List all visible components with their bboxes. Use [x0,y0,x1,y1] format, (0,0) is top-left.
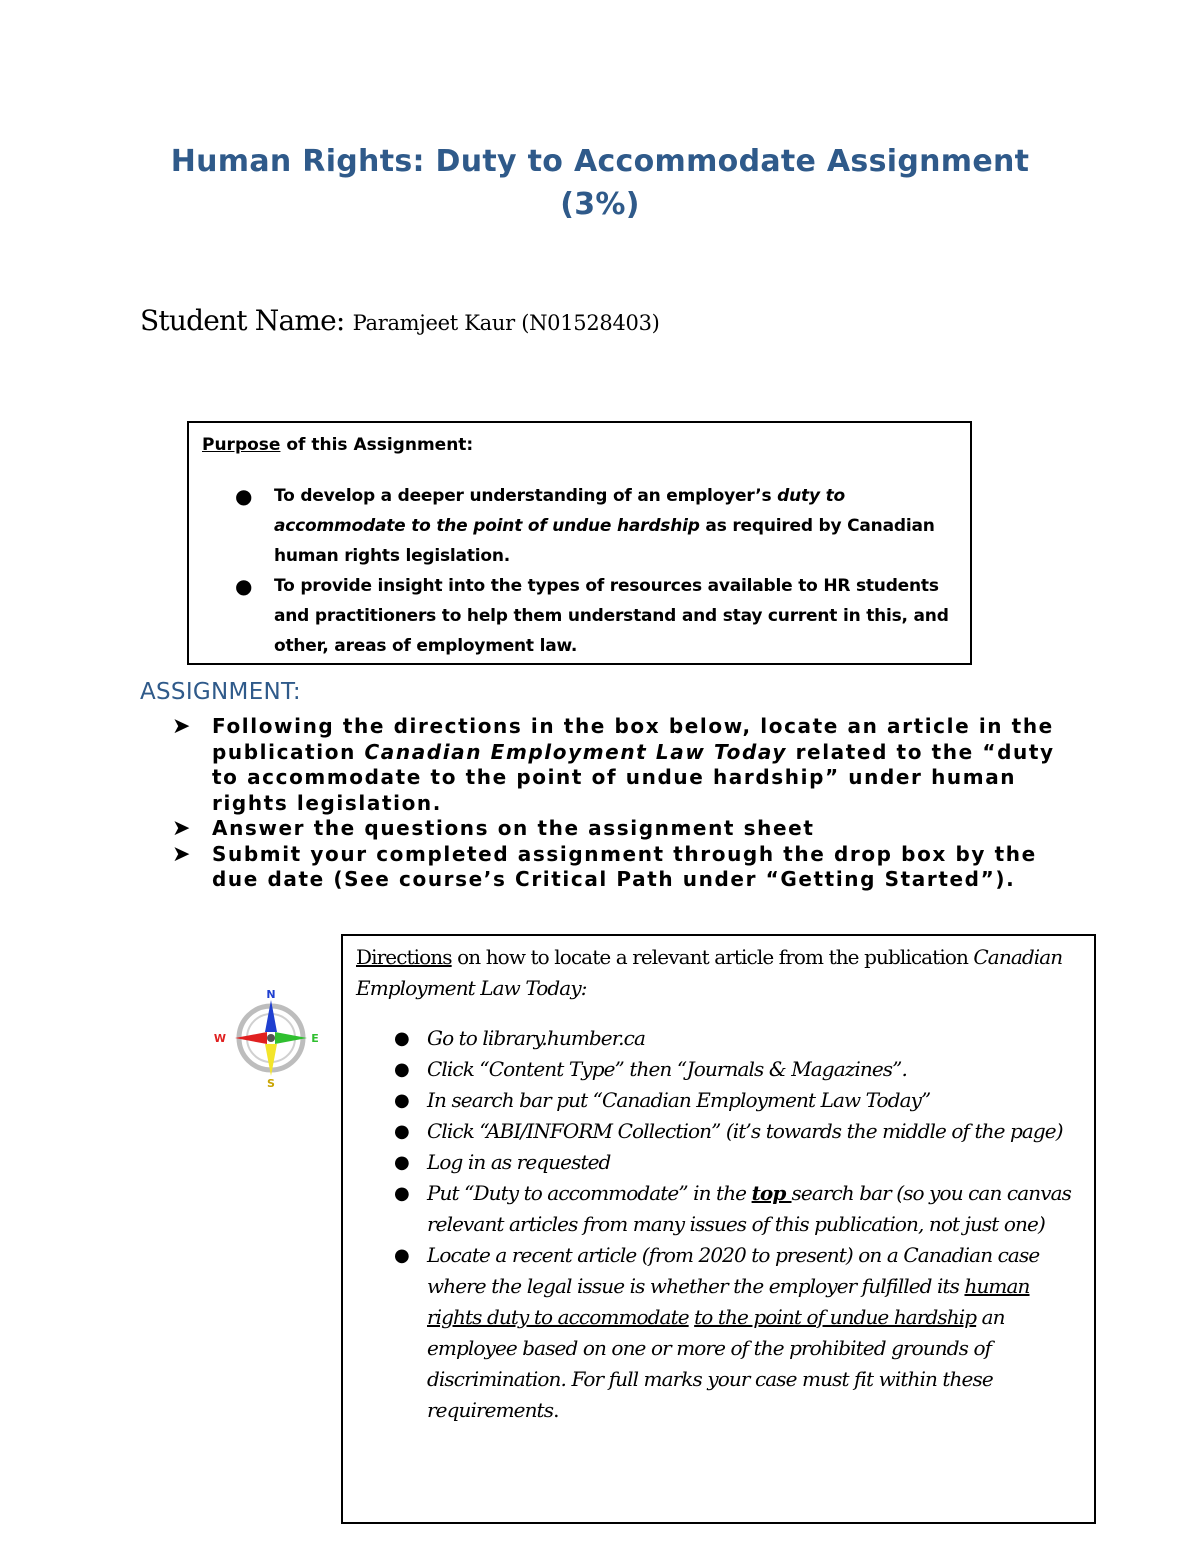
directions-heading-underlined: Directions [356,945,452,969]
compass-icon [211,988,321,1088]
directions-item-text: Go to library.humber.ca [427,1026,645,1050]
bullet-icon: ● [235,484,253,508]
directions-item-end: . [553,1398,559,1422]
purpose-item-italic: duty to accommodate to the point of undue hardship [274,486,845,536]
student-name [140,304,660,337]
bullet-icon: ● [394,1183,409,1204]
compass-n-label: N [266,988,276,1001]
purpose-list [202,481,950,661]
assignment-item-text: related to the “duty to accommodate to the point of undue hardship” under human rights legislation. [212,739,1055,815]
arrow-bullet-icon: ➤ [172,841,191,867]
directions-list [356,1023,1078,1426]
assignment-list [172,714,1072,893]
title-line-1: Human Rights: Duty to Accommodate Assignment [170,144,1030,179]
assignment-heading: ASSIGNMENT: [140,679,301,705]
assignment-item [172,714,1072,816]
directions-item [356,1178,1078,1240]
purpose-item [202,481,950,571]
directions-item-text: Put “Duty to accommodate” in the [427,1181,752,1205]
purpose-box [187,421,972,665]
compass-w-label: W [213,1032,227,1045]
page-title [0,140,1200,226]
purpose-item-text: To provide insight into the types of resources available to HR students and practitioners to help them understand and stay current in this, and other, areas of employment law. [274,576,949,656]
bullet-icon: ● [235,574,253,598]
purpose-item-text: as required by Canadian human rights legislation. [274,516,935,566]
arrow-bullet-icon: ➤ [172,714,191,739]
directions-heading [356,942,1078,1004]
arrow-bullet-icon: ➤ [172,816,191,841]
directions-item-text: Log in as requested [427,1150,611,1174]
directions-item [356,1240,1078,1426]
directions-item-underlined: to the point of undue hardship [694,1305,977,1329]
directions-item-text: Click “ABI/INFORM Collection” (it’s towards the middle of the page) [427,1119,1063,1143]
directions-heading-rest: on how to locate a relevant article from the publication [451,945,974,969]
directions-box [341,934,1096,1524]
student-name-value: Paramjeet Kaur (N01528403) [352,311,660,335]
bullet-icon: ● [394,1090,409,1111]
assignment-item-text: Submit your completed assignment through the drop box by the due date (See course’s Critical Path under “Getting Started”). [212,841,1037,891]
purpose-item [202,571,950,661]
title-line-2: (3%) [560,187,640,222]
directions-item-emphasis: top [751,1181,792,1205]
directions-heading-italic: Canadian Employment Law Today: [356,945,1063,1000]
bullet-icon: ● [394,1152,409,1173]
assignment-item-text: Answer the questions on the assignment sheet [212,816,815,840]
bullet-icon: ● [394,1028,409,1049]
purpose-heading-rest: of this Assignment: [280,435,474,455]
assignment-item-text: Following the directions in the box below, locate an article in the publication [212,714,1054,764]
directions-item-underlined: human rights duty to accommodate [427,1274,1030,1329]
purpose-item-text: To develop a deeper understanding of an employer’s [274,486,778,506]
bullet-icon: ● [394,1121,409,1142]
compass-center [267,1034,275,1042]
directions-item [356,1147,1078,1178]
directions-item-text: In search bar put “Canadian Employment Law Today” [427,1088,931,1112]
compass-s-label: S [267,1077,275,1088]
directions-item-text: an employee based on one or more of the prohibited grounds of discrimination. For full marks your case must fit within these requirements [427,1305,1005,1422]
purpose-heading [202,433,950,457]
directions-item [356,1054,1078,1085]
directions-item [356,1085,1078,1116]
student-name-label: Student Name: [140,304,345,337]
assignment-item-italic: Canadian Employment Law Today [364,739,788,764]
compass-e-label: E [311,1032,319,1045]
directions-item-text: Locate a recent article (from 2020 to present) on a Canadian case where the legal issue is whether the employer fulfilled its [427,1243,1040,1298]
bullet-icon: ● [394,1059,409,1080]
assignment-item [172,842,1072,893]
directions-item-text: search bar (so you can canvas relevant articles from many issues of this publication, not just one) [427,1181,1071,1236]
directions-item [356,1116,1078,1147]
directions-item [356,1023,1078,1054]
assignment-item [172,816,1072,842]
directions-item-text: Click “Content Type” then “Journals & Magazines”. [427,1057,907,1081]
purpose-heading-underlined: Purpose [202,435,281,455]
bullet-icon: ● [394,1245,409,1266]
